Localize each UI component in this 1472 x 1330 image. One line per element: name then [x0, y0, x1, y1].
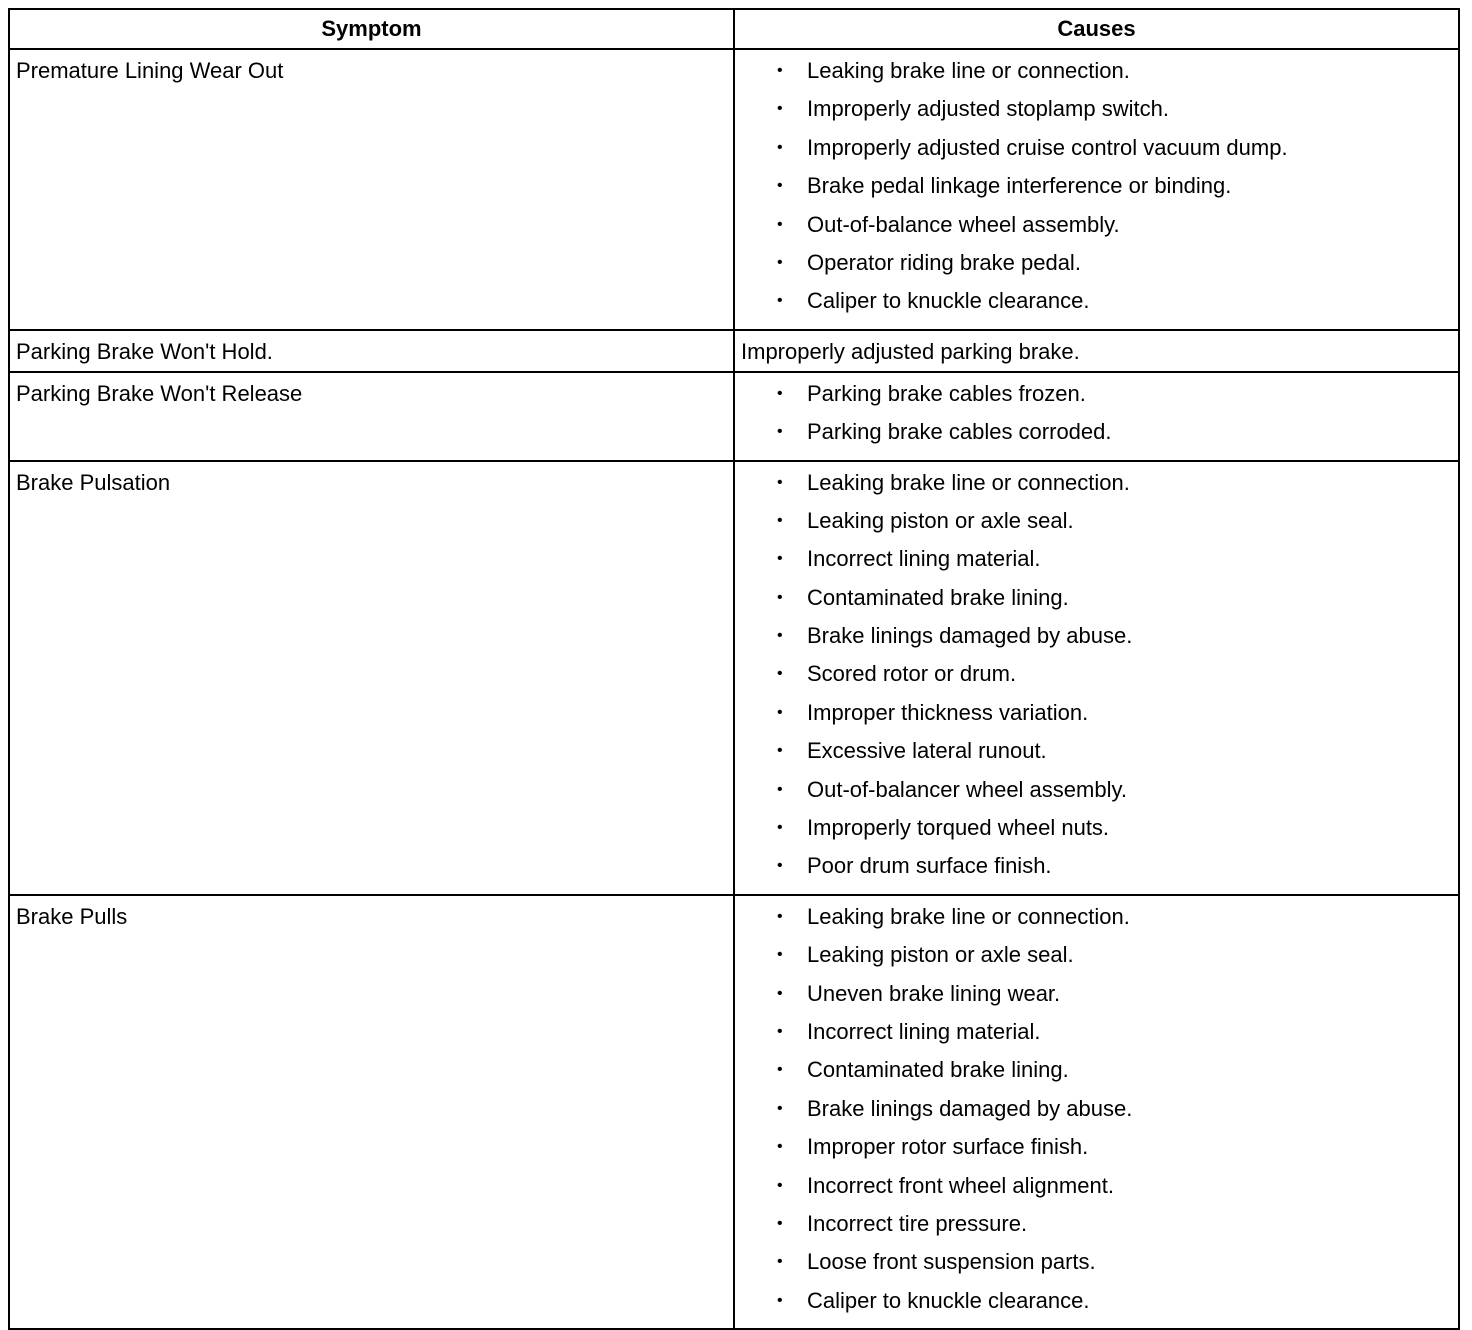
cause-item: • Excessive lateral runout. — [777, 736, 1458, 774]
cause-item: • Leaking brake line or connection. — [777, 468, 1458, 506]
cause-item: • Caliper to knuckle clearance. — [777, 1286, 1458, 1324]
table-row — [9, 330, 1459, 372]
cause-item: • Out-of-balancer wheel assembly. — [777, 775, 1458, 813]
symptom-cell: Brake Pulls — [9, 895, 734, 1329]
cause-item: • Improperly adjusted stoplamp switch. — [777, 94, 1458, 132]
cause-item: • Scored rotor or drum. — [777, 659, 1458, 697]
causes-cell — [734, 895, 1459, 1329]
cause-item: • Improper rotor surface finish. — [777, 1132, 1458, 1170]
causes-list — [735, 50, 1458, 329]
cause-item: • Brake linings damaged by abuse. — [777, 621, 1458, 659]
cause-item: • Parking brake cables corroded. — [777, 417, 1458, 455]
cause-item: • Poor drum surface finish. — [777, 851, 1458, 889]
cause-item: • Improperly torqued wheel nuts. — [777, 813, 1458, 851]
cause-item: • Brake pedal linkage interference or binding. — [777, 171, 1458, 209]
column-header-symptom: Symptom — [9, 9, 734, 49]
cause-item: • Contaminated brake lining. — [777, 1055, 1458, 1093]
cause-item: • Leaking piston or axle seal. — [777, 506, 1458, 544]
cause-item: • Caliper to knuckle clearance. — [777, 286, 1458, 324]
causes-cell — [734, 461, 1459, 895]
symptom-cell: Premature Lining Wear Out — [9, 49, 734, 330]
causes-cell — [734, 49, 1459, 330]
causes-cell — [734, 372, 1459, 461]
table-row — [9, 461, 1459, 895]
symptom-causes-table — [8, 8, 1460, 1330]
table-row — [9, 372, 1459, 461]
cause-item: • Operator riding brake pedal. — [777, 248, 1458, 286]
cause-item: • Parking brake cables frozen. — [777, 379, 1458, 417]
cause-item: • Uneven brake lining wear. — [777, 979, 1458, 1017]
cause-item: • Leaking piston or axle seal. — [777, 940, 1458, 978]
symptom-cell: Parking Brake Won't Hold. — [9, 330, 734, 372]
cause-text-cell: Improperly adjusted parking brake. — [734, 330, 1459, 372]
table-row — [9, 49, 1459, 330]
table-row — [9, 895, 1459, 1329]
cause-item: • Improper thickness variation. — [777, 698, 1458, 736]
cause-item: • Leaking brake line or connection. — [777, 902, 1458, 940]
cause-item: • Loose front suspension parts. — [777, 1247, 1458, 1285]
column-header-causes: Causes — [734, 9, 1459, 49]
symptom-cell: Brake Pulsation — [9, 461, 734, 895]
cause-item: • Contaminated brake lining. — [777, 583, 1458, 621]
cause-item: • Brake linings damaged by abuse. — [777, 1094, 1458, 1132]
table-header-row — [9, 9, 1459, 49]
causes-list — [735, 896, 1458, 1328]
cause-item: • Out-of-balance wheel assembly. — [777, 210, 1458, 248]
cause-item: • Incorrect front wheel alignment. — [777, 1171, 1458, 1209]
cause-item: • Incorrect lining material. — [777, 1017, 1458, 1055]
symptom-cell: Parking Brake Won't Release — [9, 372, 734, 461]
cause-item: • Incorrect lining material. — [777, 544, 1458, 582]
cause-item: • Improperly adjusted cruise control vacuum dump. — [777, 133, 1458, 171]
causes-list — [735, 462, 1458, 894]
causes-list — [735, 373, 1458, 460]
cause-item: • Leaking brake line or connection. — [777, 56, 1458, 94]
cause-item: • Incorrect tire pressure. — [777, 1209, 1458, 1247]
